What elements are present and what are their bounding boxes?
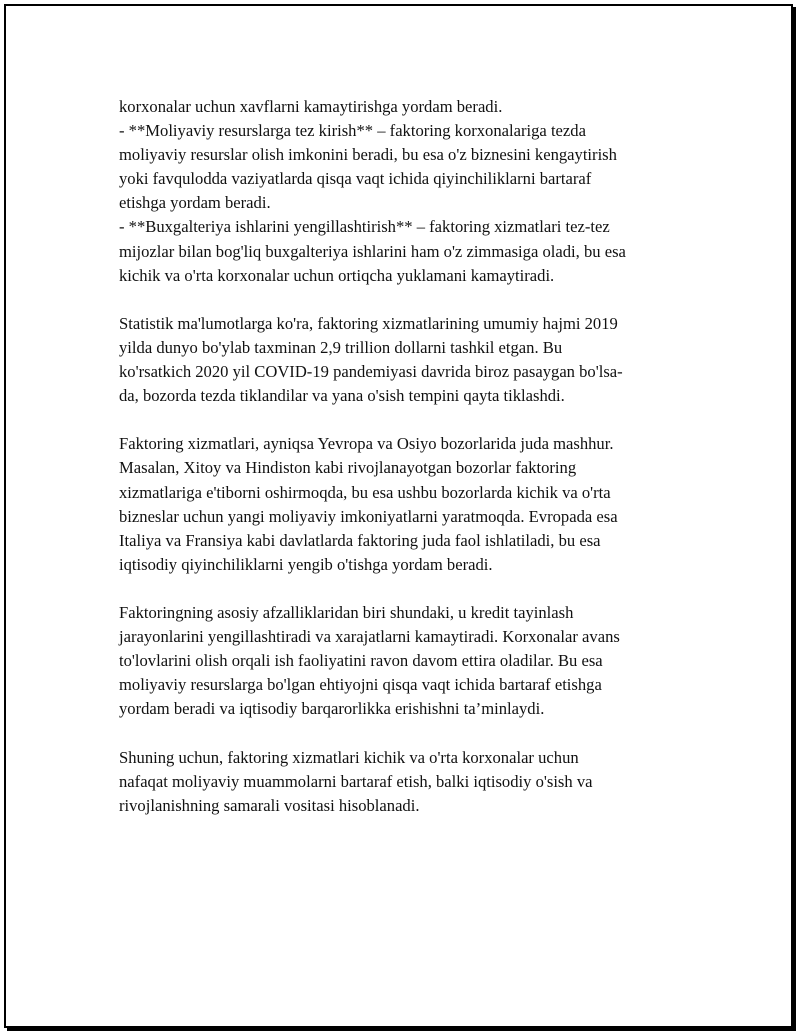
text-line: etishga yordam beradi. — [119, 193, 271, 213]
text-line: - **Moliyaviy resurslarga tez kirish** – faktoring korxonalariga tezda — [119, 121, 586, 141]
document-page — [4, 4, 793, 1028]
text-line: iqtisodiy qiyinchiliklarni yengib o'tishga yordam beradi. — [119, 554, 493, 574]
text-line: Italiya va Fransiya kabi davlatlarda faktoring juda faol ishlatiladi, bu esa — [119, 530, 601, 550]
paragraph-regional-markets — [119, 432, 709, 577]
text-line: Masalan, Xitoy va Hindiston kabi rivojlanayotgan bozorlar faktoring — [119, 458, 577, 478]
page-body — [119, 95, 709, 842]
paragraph-statistics — [119, 312, 709, 408]
paragraph-benefits-list — [119, 95, 709, 288]
text-line: xizmatlariga e'tiborni oshirmoqda, bu esa ushbu bozorlarda kichik va o'rta — [119, 482, 611, 502]
text-line: Shuning uchun, faktoring xizmatlari kichik va o'rta korxonalar uchun — [119, 747, 579, 767]
paragraph-advantages — [119, 601, 709, 721]
text-line: yoki favqulodda vaziyatlarda qisqa vaqt ichida qiyinchiliklarni bartaraf — [119, 169, 592, 189]
text-line: moliyaviy resurslarga bo'lgan ehtiyojni qisqa vaqt ichida bartaraf etishga — [119, 675, 602, 695]
text-line: rivojlanishning samarali vositasi hisoblanadi. — [119, 795, 420, 815]
text-line: nafaqat moliyaviy muammolarni bartaraf etish, balki iqtisodiy o'sish va — [119, 771, 593, 791]
text-line: yilda dunyo bo'ylab taxminan 2,9 trillion dollarni tashkil etgan. Bu — [119, 337, 563, 357]
text-line: Statistik ma'lumotlarga ko'ra, faktoring xizmatlarining umumiy hajmi 2019 — [119, 313, 618, 333]
text-line: Faktoringning asosiy afzalliklaridan biri shundaki, u kredit tayinlash — [119, 602, 574, 622]
text-line: - **Buxgalteriya ishlarini yengillashtirish** – faktoring xizmatlari tez-tez — [119, 217, 610, 237]
text-line: kichik va o'rta korxonalar uchun ortiqcha yuklamani kamaytiradi. — [119, 265, 555, 285]
text-line: da, bozorda tezda tiklandilar va yana o'sish tempini qayta tiklashdi. — [119, 386, 565, 406]
text-line: to'lovlarini olish orqali ish faoliyatini ravon davom ettira oladilar. Bu esa — [119, 651, 603, 671]
text-line: yordam beradi va iqtisodiy barqarorlikka erishishni ta’minlaydi. — [119, 699, 545, 719]
text-line: Faktoring xizmatlari, ayniqsa Yevropa va Osiyo bozorlarida juda mashhur. — [119, 434, 614, 454]
text-line: ko'rsatkich 2020 yil COVID-19 pandemiyasi davrida biroz pasaygan bo'lsa- — [119, 362, 623, 382]
text-line: bizneslar uchun yangi moliyaviy imkoniyatlarni yaratmoqda. Evropada esa — [119, 506, 618, 526]
text-line: korxonalar uchun xavflarni kamaytirishga yordam beradi. — [119, 97, 503, 116]
text-line: jarayonlarini yengillashtiradi va xarajatlarni kamaytiradi. Korxonalar avans — [119, 627, 620, 647]
text-line: moliyaviy resurslar olish imkonini beradi, bu esa o'z biznesini kengaytirish — [119, 145, 617, 165]
paragraph-conclusion — [119, 746, 709, 818]
text-line: mijozlar bilan bog'liq buxgalteriya ishlarini ham o'z zimmasiga oladi, bu esa — [119, 241, 626, 261]
